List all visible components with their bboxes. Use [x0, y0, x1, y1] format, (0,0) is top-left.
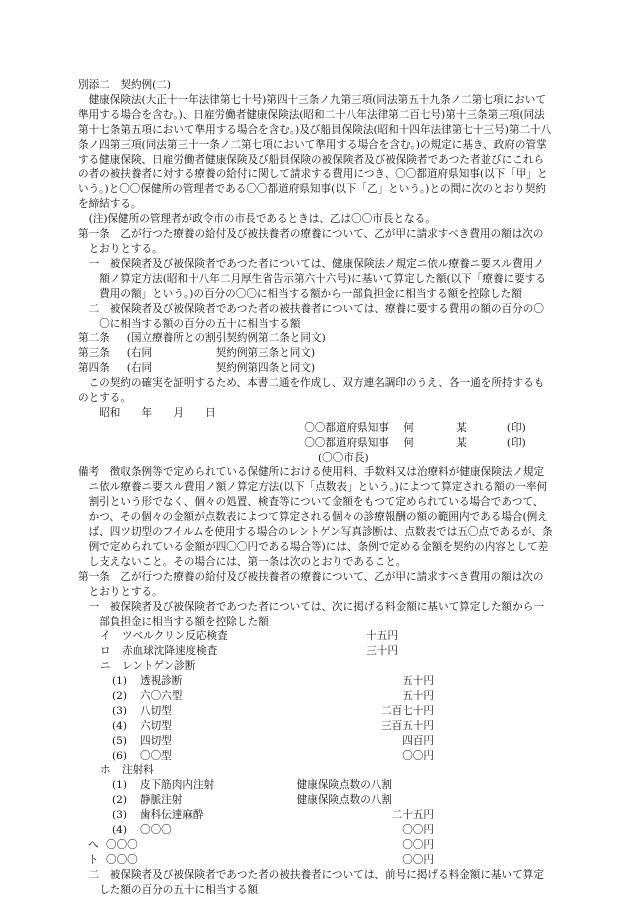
fee-mark: (3) [112, 704, 128, 717]
fee-row [78, 674, 554, 689]
fee-mark: (2) [112, 794, 128, 807]
article-1-item-1: 一 被保険者及び被保険者であつた者については、健康保険法ノ規定ニ依ル療養ニ要スル費用ノ額ノ算定方法(昭和十八年二月厚生省告示第六十六号)に基いて算定した額(以下「療養に要する費用の額」という。)の百分の〇〇に相当する額から一部負担金に相当する額を控除した額 [88, 257, 546, 300]
fee-value: 三百五十円 [381, 719, 434, 732]
signature-line [78, 421, 554, 436]
fee-value: 〇〇円 [402, 838, 434, 851]
fee-name: 〇〇〇 [140, 824, 172, 836]
article-1-alt: 第一条 乙が行つた療養の給付及び被扶養者の療養について、乙が甲に請求すべき費用の額は次のとおりとする。 [78, 570, 544, 598]
fee-name: 透視診断 [140, 675, 183, 688]
preamble-note: (注)保健所の管理者が政令市の市長であるときは、乙は〇〇市長となる。 [88, 213, 436, 226]
fee-row [78, 719, 554, 734]
fee-mark: (5) [112, 734, 128, 747]
fee-value: 健康保険点数の八割 [296, 794, 392, 807]
fee-value: 〇〇円 [402, 749, 434, 762]
article-3 [78, 346, 554, 361]
fee-row [78, 659, 554, 674]
document-title: 別添二 契約例(二) [78, 79, 172, 91]
fee-value: 四百円 [402, 734, 434, 747]
fee-mark: ホ [100, 764, 111, 777]
article-ref: (右同 契約例第四条と同文) [126, 362, 316, 375]
fee-row [78, 644, 554, 659]
preamble-paragraph: 健康保険法(大正十一年法律第七十号)第四十三条ノ九第三項(同法第五十九条ノ二第七項において準用する場合を含む。)、日雇労働者健康保険法(昭和二十八年法律第二百七号)第十三条第三項(同法第十七条第五項において準用する場合を含む。)及び船員保険法(昭和十四年法律第七十三号)第二十八条ノ四第三項(同法第三十一条ノ二第七項において準用する場合を含む。)の規定に基き、政府の管掌する健康保険、日雇労働者健康保険及び船員保険の被保険者及び被保険者であつた者並びにこれらの者の被扶養者に対する療養の給付に関して請求する費用につき、〇〇都道府県知事(以下「甲」という。)と〇〇保健所の管理者である〇〇都道府県知事(以下「乙」という。)との間に次のとおり契約を締結する。 [78, 93, 552, 211]
fee-name: 八切型 [140, 704, 172, 717]
article-name: 第二条 [78, 332, 110, 345]
date-line [78, 406, 554, 421]
signatory-name: 何 某 [403, 421, 467, 434]
fee-row [78, 823, 554, 838]
fee-mark: (2) [112, 689, 128, 702]
signature-line [78, 436, 554, 451]
fee-name: 皮下筋肉内注射 [140, 779, 215, 792]
signatory-title: (〇〇市長) [318, 451, 369, 464]
closing-paragraph: この契約の確実を証明するため、本書二通を作成し、双方連名調印のうえ、各一通を所持するものとする。 [78, 377, 545, 404]
fee-value: 健康保険点数の八割 [296, 779, 392, 792]
date-text: 昭和 年 月 日 [99, 406, 216, 419]
fee-name: 六〇六型 [140, 689, 183, 702]
fee-mark: (4) [112, 824, 128, 836]
signatory-title: 〇〇都道府県知事 [304, 421, 389, 434]
fee-row [78, 704, 554, 719]
fee-row [78, 734, 554, 749]
fee-name: 六切型 [140, 719, 172, 732]
article-4 [78, 361, 554, 376]
fee-value: 五十円 [402, 675, 434, 688]
fee-mark: ニ [100, 660, 111, 673]
fee-mark: ロ [100, 645, 111, 658]
seal-mark: (印) [506, 436, 526, 449]
fee-value: 三十円 [366, 645, 398, 658]
fee-row [78, 629, 554, 644]
fee-name: 四切型 [140, 734, 172, 747]
contract-document [78, 78, 554, 897]
article-name: 第四条 [78, 362, 110, 375]
article-1: 第一条 乙が行つた療養の給付及び被扶養者の療養について、乙が甲に請求すべき費用の額は次のとおりとする。 [78, 228, 544, 255]
fee-value: 二十五円 [391, 809, 434, 822]
article-ref: (右同 契約例第三条と同文) [126, 347, 316, 360]
fee-value: 十五円 [366, 630, 398, 643]
fee-row [78, 749, 554, 764]
fee-mark: (1) [112, 779, 128, 792]
fee-name: 静脈注射 [140, 794, 183, 807]
fee-row [78, 763, 554, 778]
fee-mark: (4) [112, 719, 128, 732]
fee-mark: (6) [112, 749, 128, 762]
article-2 [78, 331, 554, 346]
article-name: 第三条 [78, 347, 110, 360]
fee-row [78, 778, 554, 793]
fee-value: 五十円 [402, 689, 434, 702]
article-1-alt-item-2: 二 被保険者及び被保険者であつた者の被扶養者については、前号に掲げる料金額に基いて算定した額の百分の五十に相当する額 [88, 868, 544, 896]
fee-mark: ト [88, 853, 99, 866]
fee-value: 〇〇円 [402, 824, 434, 836]
article-ref: (国立療養所との割引契約例第二条と同文) [126, 332, 326, 345]
fee-row [78, 808, 554, 823]
signatory-title: 〇〇都道府県知事 [304, 436, 389, 449]
signature-line [78, 451, 554, 466]
fee-row [78, 853, 554, 868]
fee-table [78, 629, 554, 867]
fee-mark: イ [100, 630, 111, 643]
fee-mark: (1) [112, 675, 128, 688]
fee-row [78, 838, 554, 853]
article-1-item-2: 二 被保険者及び被保険者であつた者の被扶養者については、療養に要する費用の額の百分の〇〇に相当する額の百分の五十に相当する額 [88, 302, 544, 330]
fee-row [78, 793, 554, 808]
seal-mark: (印) [506, 421, 526, 434]
fee-value: 〇〇円 [402, 853, 434, 866]
fee-name: 注射料 [122, 764, 154, 777]
fee-name: ツベルクリン反応検査 [122, 630, 228, 643]
article-1-alt-item-1: 一 被保険者及び被保険者であつた者については、次に掲げる料金額に基いて算定した額から一部負担金に相当する額を控除した額 [88, 600, 544, 628]
remarks-paragraph: 備考 徴収条例等で定められている保健所における使用料、手数料又は治療料が健康保険法ノ規定ニ依ル療養ニ要スル費用ノ額ノ算定方法(以下「点数表」という。)によつて算定される額の一率何割引という形でなく、個々の処置、検査等について金額をもつて定められている場合であつて、かつ、その個々の金額が点数表によつて算定される個々の診療報酬の額の範囲内である場合(例えば、四ツ切型のフイルムを使用する場合のレントゲン写真診断は、点数表では五〇点であるが、条例で定められている金額が四〇〇円である場合等)には、条例で定める金額を契約の内容として差し支えないこと。その場合には、第一条は次のとおりであること。 [78, 466, 553, 568]
signatory-name: 何 某 [403, 436, 467, 449]
fee-value: 二百七十円 [381, 704, 434, 717]
fee-name: 〇〇〇 [106, 838, 138, 851]
fee-name: 歯科伝達麻酔 [140, 809, 204, 822]
fee-name: 〇〇型 [140, 749, 172, 762]
fee-row [78, 689, 554, 704]
fee-mark: (3) [112, 809, 128, 822]
fee-name: レントゲン診断 [122, 660, 196, 673]
fee-mark: へ [88, 838, 99, 851]
fee-name: 赤血球沈降速度検査 [122, 645, 218, 658]
fee-name: 〇〇〇 [106, 853, 138, 866]
